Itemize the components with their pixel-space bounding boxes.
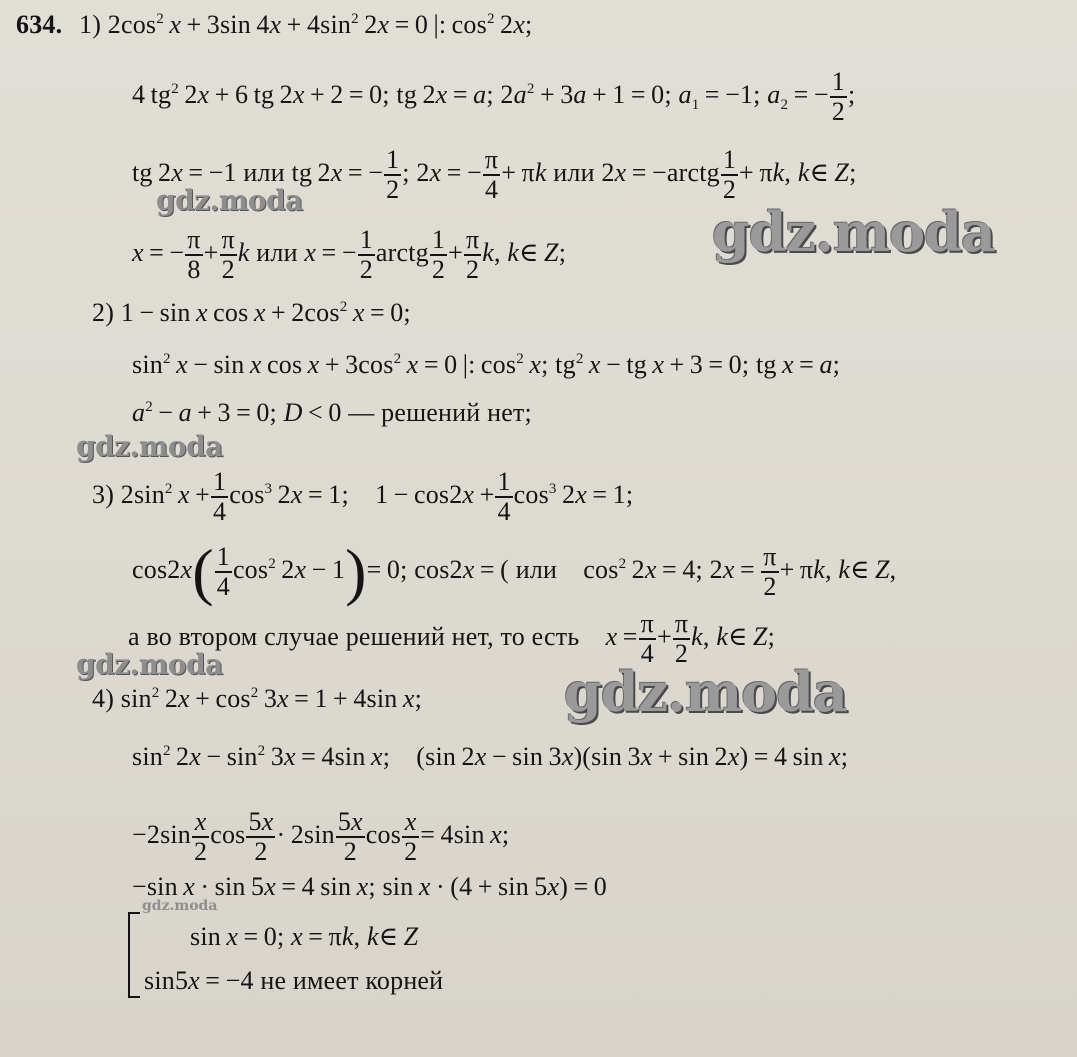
- watermark: gdz.moda: [142, 898, 218, 914]
- equation-line: $\sin^2 x - \sin x$ $\cos x + 3\cos^2$ x = 0 |: $\cos^2 x$; $tg^2$ x − tg x + 3 = 0; tg x = a;: [132, 350, 841, 379]
- equation-line: 2) 1 − sin x $\cos x + 2\cos^2$ x = 0;: [92, 298, 411, 327]
- equation-line: 634. 1) $2\cos^2$ x + 3sin $4x + 4\sin^2$ 2x = 0 |: $\cos^2 2x$;: [16, 10, 533, 39]
- equation-line: $\sin^2 2x - \sin^2 3x = 4\sin$ x; (sin 2x − sin 3x)(sin 3x + sin 2x) = 4 sin x;: [132, 742, 849, 771]
- word-ili: или: [553, 157, 595, 187]
- equation-line: 4 $tg^2$ 2x + 6 tg 2x + 2 = 0; tg 2x = a; $2a^2 + 3a + 1 = 0$; $a_1 = -1$; $a_2$ = − $\frac{1}{2}$ ;: [132, 67, 856, 126]
- equation-line: а во втором случае решений нет, то есть x = $\frac{\pi}{4}$ + $\frac{\pi}{2}$ k, k∈ Z;: [128, 609, 776, 668]
- watermark: gdz.moda: [156, 184, 303, 217]
- watermark: gdz.moda: [564, 660, 847, 724]
- part-label: 3): [92, 479, 115, 509]
- watermark: gdz.moda: [712, 200, 995, 264]
- second-case-text: а во втором случае решений нет, то есть: [128, 621, 580, 651]
- equation-line: sin x = 0; x = πk, k∈ Z: [190, 922, 419, 951]
- equation-line: tg 2x = −1 или tg 2x = − $\frac{1}{2}$ ; 2x = − $\frac{\pi}{4}$ + πk или 2x = −arctg $\frac{1}{2}$ + πk, k∈ Z;: [132, 145, 857, 204]
- equation-line: sin5x = −4 не имеет корней: [144, 966, 444, 995]
- equation-line: −2sin $\frac{x}{2}$ cos $\frac{5x}{2}$ · 2sin $\frac{5x}{2}$ cos $\frac{x}{2}$ = 4sin x;: [132, 807, 510, 866]
- word-ili: или: [243, 157, 285, 187]
- watermark: gdz.moda: [76, 648, 223, 681]
- word-ili: или: [515, 554, 558, 584]
- word-ili: или: [256, 237, 298, 267]
- problem-number: 634.: [16, 10, 63, 39]
- equation-line: x = − $\frac{\pi}{8}$ + $\frac{\pi}{2}$ k или x = − $\frac{1}{2}$ arctg $\frac{1}{2}$ + $\frac{\pi}{2}$ k, k∈ Z;: [132, 225, 567, 284]
- system-bracket: [128, 912, 140, 998]
- equation-line: 3) $2\sin^2$ x + $\frac{1}{4}$ $\cos^3 2x = 1$; 1 − cos2x + $\frac{1}{4}$ $\cos^3 2x = 1$;: [92, 467, 634, 526]
- no-roots-text: не имеет корней: [260, 966, 444, 995]
- equation-line: 4) $\sin^2 2x + \cos^2 3x = 1 + 4\sin$ x;: [92, 684, 423, 713]
- part-label: 4): [92, 684, 115, 713]
- watermark: gdz.moda: [76, 430, 223, 463]
- no-solutions-text: — решений нет;: [348, 398, 532, 427]
- part-label: 2): [92, 298, 115, 327]
- part-label: 1): [79, 10, 102, 39]
- equation-line: $a^2 - a + 3 = 0$; D < 0 — решений нет;: [132, 398, 532, 427]
- equation-line: cos2x( $\frac{1}{4}$ $\cos^2 2x - 1)= 0$; cos2x = ( или $\cos^2 2x = 4$; 2x = $\frac{\pi}{2}$ + πk, k∈ Z,: [132, 536, 897, 607]
- equation-line: −sin x · sin 5x = 4 sin x; sin x · (4 + sin 5x) = 0: [132, 872, 607, 901]
